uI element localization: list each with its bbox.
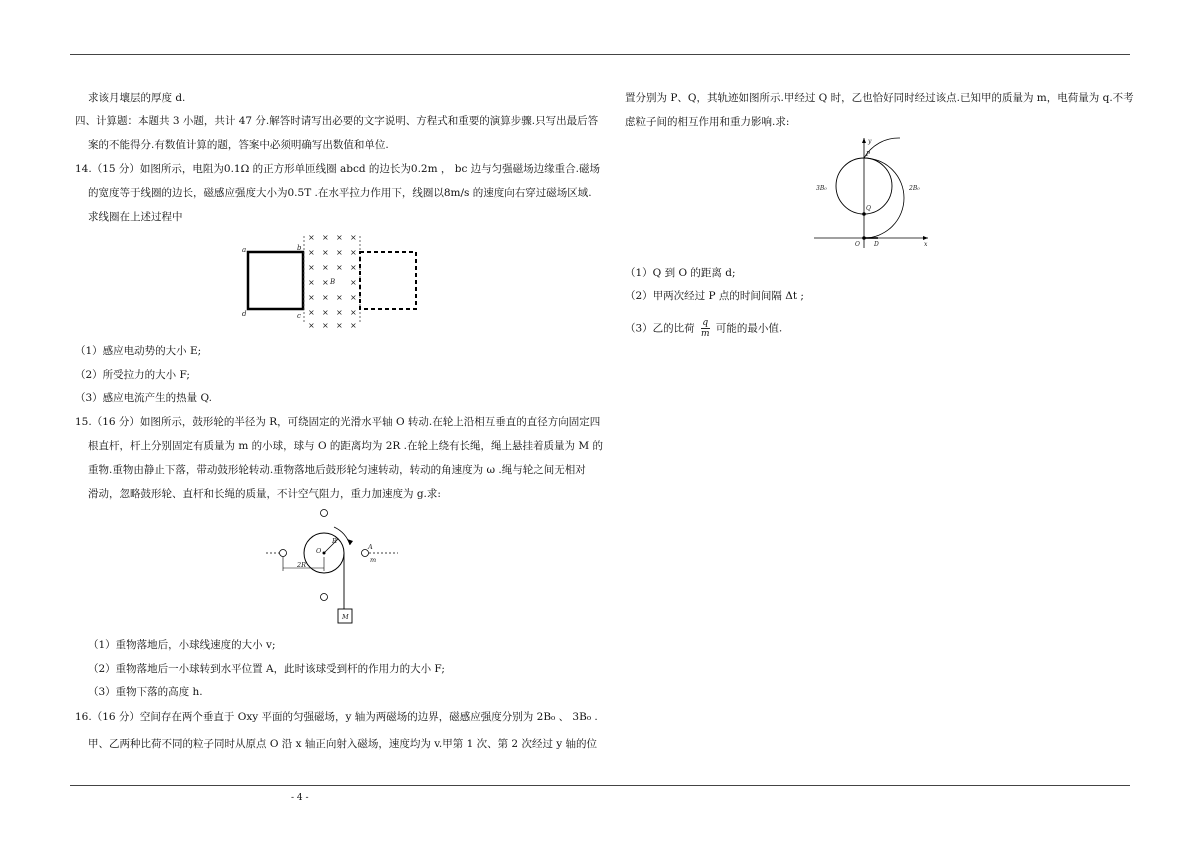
- svg-text:×: ×: [350, 321, 357, 328]
- svg-text:×: ×: [322, 263, 329, 272]
- label-Q: Q: [866, 205, 871, 212]
- svg-text:×: ×: [350, 293, 357, 302]
- svg-text:×: ×: [350, 278, 357, 287]
- fraction: [701, 318, 710, 339]
- svg-text:×: ×: [322, 278, 329, 287]
- label-D: D: [874, 241, 879, 248]
- svg-text:×: ×: [350, 263, 357, 272]
- page-number: - 4 -: [291, 793, 309, 803]
- svg-text:×: ×: [308, 248, 315, 257]
- svg-text:×: ×: [308, 293, 315, 302]
- label-2B0: 2B₀: [909, 185, 920, 192]
- label-M: M: [342, 613, 349, 621]
- svg-text:×: ×: [308, 233, 315, 242]
- subquestion-text: （3）乙的比荷: [625, 322, 695, 335]
- label-b: b: [297, 244, 302, 252]
- subquestion: （3）感应电流产生的热量 Q.: [75, 392, 212, 404]
- label-x: x: [924, 241, 928, 248]
- label-R: R: [332, 537, 337, 545]
- label-P: P: [866, 151, 871, 158]
- label-y: y: [868, 138, 872, 145]
- text-line: 根直杆，杆上分别固定有质量为 m 的小球，球与 O 的距离均为 2R .在轮上绕有长绳，绳上悬挂着质量为 M 的: [88, 440, 603, 452]
- bottom-rule: [70, 785, 1130, 786]
- svg-text:×: ×: [350, 308, 357, 317]
- text-line: 的宽度等于线圈的边长，磁感应强度大小为0.5T .在水平拉力作用下，线圈以8m/s 的速度向右穿过磁场区域.: [88, 187, 592, 199]
- text-line: 虑粒子间的相互作用和重力影响.求:: [625, 116, 790, 128]
- text-line: 案的不能得分.有数值计算的题，答案中必须明确写出数值和单位.: [88, 139, 389, 151]
- label-B: B: [330, 278, 336, 286]
- subquestion: [625, 318, 782, 339]
- svg-text:×: ×: [350, 233, 357, 242]
- svg-text:×: ×: [336, 321, 343, 328]
- fraction-denominator: m: [701, 329, 710, 339]
- text-line: 重物.重物由静止下落，带动鼓形轮转动.重物落地后鼓形轮匀速转动，转动的角速度为 ω .绳与轮之间无相对: [88, 464, 586, 476]
- subquestion: （2）所受拉力的大小 F;: [75, 369, 190, 381]
- subquestion: （1）感应电动势的大小 E;: [75, 345, 202, 357]
- subquestion: （3）重物下落的高度 h.: [88, 686, 203, 698]
- svg-text:×: ×: [336, 293, 343, 302]
- svg-text:×: ×: [308, 263, 315, 272]
- fraction-numerator: q: [702, 318, 709, 328]
- section-heading: 四、计算题：本题共 3 小题，共计 47 分.解答时请写出必要的文字说明、方程式和重要的演算步骤.只写出最后答: [75, 115, 599, 127]
- svg-text:×: ×: [322, 308, 329, 317]
- figure-coil-magnetic-field: [240, 232, 425, 328]
- text-line: 置分别为 P、Q，其轨迹如图所示.甲经过 Q 时，乙也恰好同时经过该点.已知甲的质量为 m，电荷量为 q.不考: [625, 92, 1134, 104]
- svg-text:×: ×: [336, 263, 343, 272]
- subquestion: （2）重物落地后一小球转到水平位置 A，此时该球受到杆的作用力的大小 F;: [88, 663, 445, 675]
- svg-text:×: ×: [322, 248, 329, 257]
- question-16: 16.（16 分）空间存在两个垂直于 Oxy 平面的匀强磁场，y 轴为两磁场的边界，磁感应强度分别为 2B₀ 、 3B₀ .: [75, 711, 598, 723]
- text-line: 甲、乙两种比荷不同的粒子同时从原点 O 沿 x 轴正向射入磁场，速度均为 v.甲第 1 次、第 2 次经过 y 轴的位: [88, 738, 598, 750]
- svg-text:×: ×: [308, 278, 315, 287]
- svg-text:×: ×: [308, 308, 315, 317]
- text-line: 求该月壤层的厚度 d.: [88, 92, 186, 104]
- label-d: d: [242, 310, 247, 318]
- svg-text:×: ×: [322, 233, 329, 242]
- label-O: O: [316, 547, 322, 555]
- label-2R: 2R: [297, 561, 307, 569]
- question-14: 14.（15 分）如图所示，电阻为0.1Ω 的正方形单匝线圈 abcd 的边长为0.2m ， bc 边与匀强磁场边缘重合.磁场: [75, 163, 601, 175]
- label-3B0: 3B₀: [816, 185, 827, 192]
- figure-drum-wheel: [262, 505, 402, 627]
- subquestion: （1）Q 到 O 的距离 d;: [625, 267, 736, 279]
- label-A: A: [368, 543, 373, 551]
- svg-text:×: ×: [350, 248, 357, 257]
- subquestion-text: 可能的最小值.: [715, 322, 783, 335]
- figure-particle-trajectory: [812, 134, 932, 252]
- svg-text:×: ×: [336, 233, 343, 242]
- svg-text:×: ×: [308, 321, 315, 328]
- text-line: 滑动，忽略鼓形轮、直杆和长绳的质量，不计空气阻力，重力加速度为 g.求:: [88, 488, 441, 500]
- label-O: O: [855, 241, 860, 248]
- text-line: 求线圈在上述过程中: [88, 211, 183, 223]
- svg-text:×: ×: [336, 308, 343, 317]
- svg-text:×: ×: [336, 248, 343, 257]
- question-15: 15.（16 分）如图所示，鼓形轮的半径为 R，可绕固定的光滑水平轴 O 转动.在轮上沿相互垂直的直径方向固定四: [75, 416, 601, 428]
- top-rule: [70, 54, 1130, 55]
- label-a: a: [242, 246, 247, 254]
- svg-text:×: ×: [322, 293, 329, 302]
- label-m: m: [370, 556, 377, 564]
- label-c: c: [297, 312, 301, 320]
- subquestion: （2）甲两次经过 P 点的时间间隔 Δt ;: [625, 290, 804, 302]
- subquestion: （1）重物落地后，小球线速度的大小 v;: [88, 639, 276, 651]
- svg-text:×: ×: [322, 321, 329, 328]
